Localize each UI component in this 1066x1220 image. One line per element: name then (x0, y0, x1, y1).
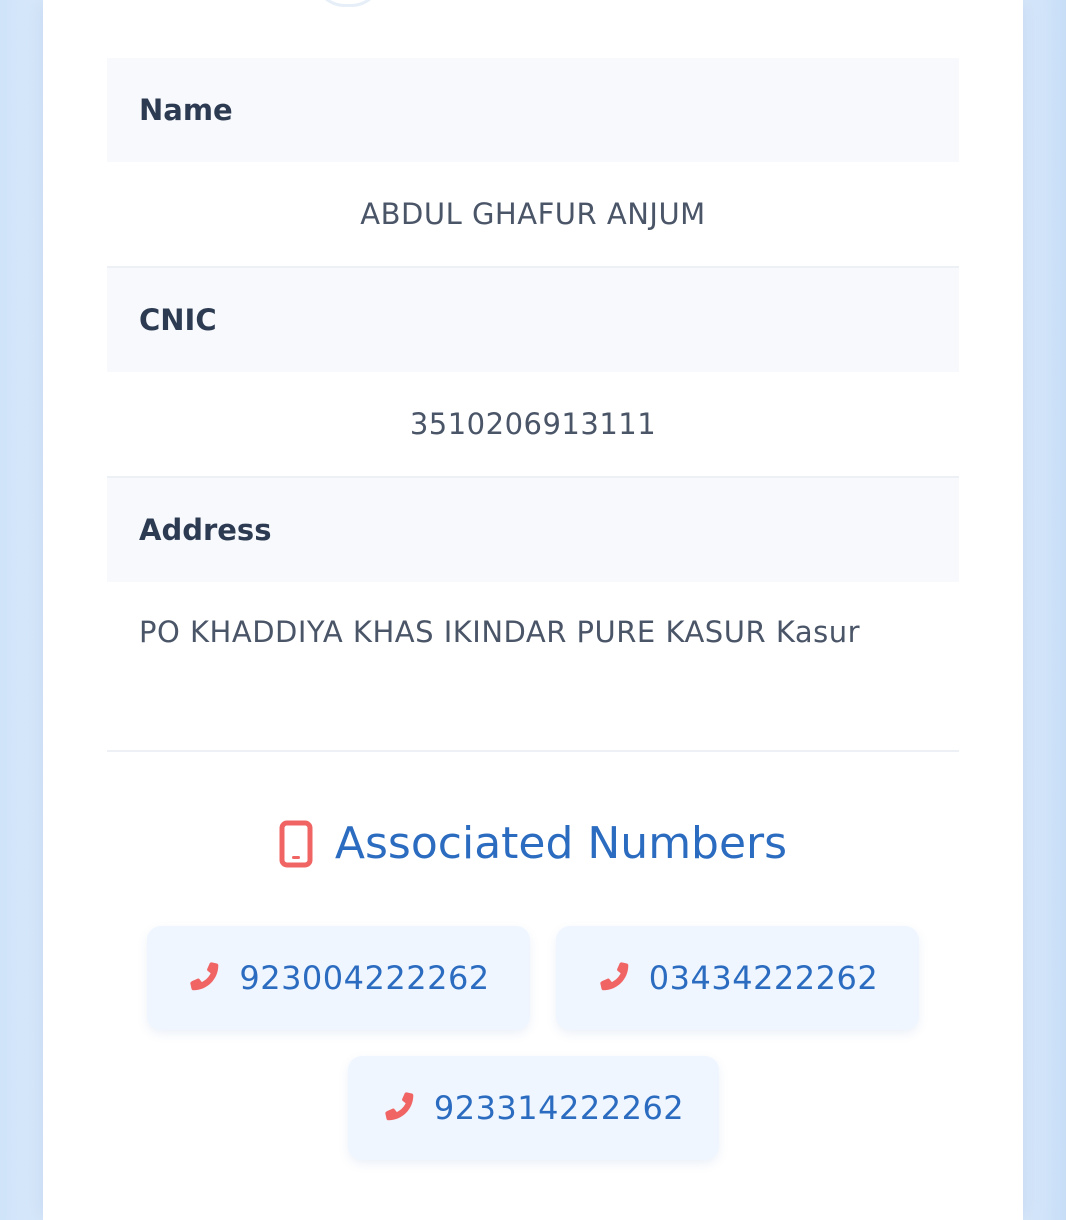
info-table (107, 58, 959, 752)
number-text: 923004222262 (239, 959, 490, 997)
mobile-phone-icon (279, 820, 313, 868)
phone-icon (187, 959, 221, 997)
cnic-value: 3510206913111 (409, 407, 657, 441)
avatar-edge (313, 0, 383, 7)
name-value-row (107, 162, 959, 268)
name-label: Name (139, 93, 233, 127)
address-label-row (107, 478, 959, 582)
address-value-row (107, 582, 959, 752)
address-value: PO KHADDIYA KHAS IKINDAR PURE KASUR Kasur (139, 615, 861, 649)
number-text: 923314222262 (433, 1089, 685, 1127)
details-card (43, 0, 1023, 1220)
cnic-value-row (107, 372, 959, 478)
number-chip[interactable] (147, 926, 530, 1030)
number-chip[interactable] (348, 1056, 719, 1160)
associated-numbers-heading (43, 818, 1023, 869)
associated-numbers-list (43, 926, 1023, 1186)
cnic-label: CNIC (139, 303, 217, 337)
phone-icon (597, 959, 631, 997)
address-label: Address (139, 513, 272, 547)
associated-numbers-title: Associated Numbers (334, 818, 788, 869)
phone-icon (382, 1089, 416, 1127)
cnic-label-row (107, 268, 959, 372)
number-chip[interactable] (556, 926, 919, 1030)
name-value: ABDUL GHAFUR ANJUM (360, 197, 706, 231)
name-label-row (107, 58, 959, 162)
number-text: 03434222262 (648, 959, 879, 997)
